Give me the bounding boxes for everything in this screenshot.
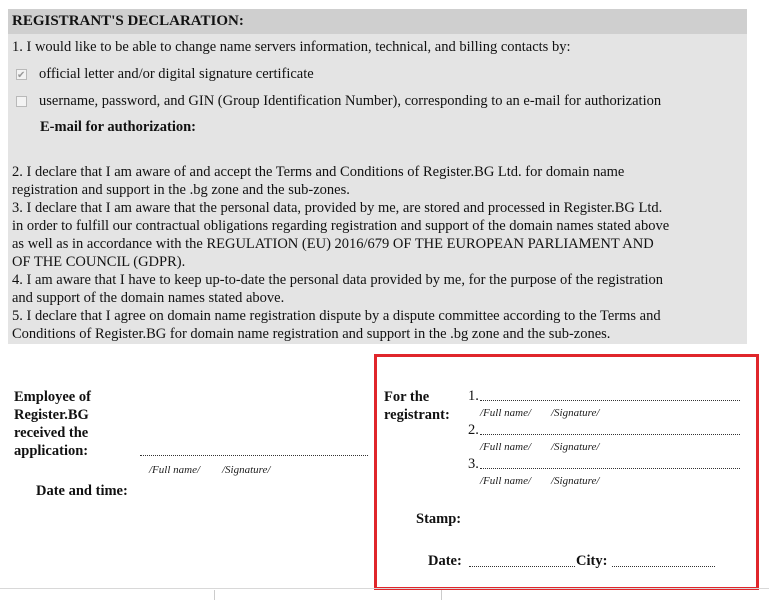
option-username-password[interactable] [16,92,661,110]
stamp-label: Stamp: [416,511,462,527]
signer-2-full-name-caption: /Full name/ [480,441,532,453]
employee-label-line-1: Employee of [14,389,91,405]
signer-3-line [480,468,740,469]
signer-1-full-name-caption: /Full name/ [480,407,532,419]
registrant-declaration-panel [8,9,747,344]
employee-label-line-2: Register.BG [14,407,89,423]
declaration-item-3-line-3: as well as in accordance with the REGULATION (EU) 2016/679 OF THE EUROPEAN PARLIAMENT AND [12,236,654,252]
declaration-item-5-line-1: 5. I declare that I agree on domain name registration dispute by a dispute committee according to the Terms and [12,308,661,324]
signer-3-number: 3. [468,456,479,472]
employee-full-name-caption: /Full name/ [149,464,201,476]
bottom-column-separator-1 [214,590,215,600]
employee-date-time-label: Date and time: [36,483,128,499]
declaration-item-1: 1. I would like to be able to change name servers information, technical, and billing contacts by: [12,39,571,55]
signer-1-signature-caption: /Signature/ [551,407,600,419]
email-authorization-label: E-mail for authorization: [40,119,196,135]
employee-label-line-3: received the [14,425,89,441]
option-official-letter[interactable] [16,65,314,83]
signer-3-signature-caption: /Signature/ [551,475,600,487]
signer-2-number: 2. [468,422,479,438]
official-letter-checkbox[interactable] [16,69,27,80]
registrant-label-line-1: For the [384,389,430,405]
employee-label-line-4: application: [14,443,89,459]
option-official-letter-label: official letter and/or digital signature certificate [39,66,314,82]
declaration-item-3-line-2: in order to fulfill our contractual obligations regarding registration and support of the domain names stated above [12,218,670,234]
employee-signature-caption: /Signature/ [222,464,271,476]
declaration-item-3-line-4: OF THE COUNCIL (GDPR). [12,254,186,270]
option-username-password-label: username, password, and GIN (Group Identification Number), corresponding to an e-mail for authorization [39,93,662,109]
city-line [612,566,715,567]
username-password-checkbox[interactable] [16,96,27,107]
date-line [469,566,575,567]
date-label: Date: [428,553,462,569]
registrant-label-line-2: registrant: [384,407,450,423]
city-label: City: [576,553,608,569]
declaration-item-4-line-1: 4. I am aware that I have to keep up-to-date the personal data provided by me, for the purpose of the registration [12,272,664,288]
signer-1-number: 1. [468,388,479,404]
employee-signature-line [140,455,368,456]
declaration-item-2-line-2: registration and support in the .bg zone and the sub-zones. [12,182,350,198]
declaration-item-4-line-2: and support of the domain names stated above. [12,290,285,306]
signer-1-line [480,400,740,401]
signer-2-line [480,434,740,435]
signer-3-full-name-caption: /Full name/ [480,475,532,487]
bottom-column-separator-2 [441,590,442,600]
declaration-item-3-line-1: 3. I declare that I am aware that the personal data, provided by me, are stored and processed in Register.BG Ltd. [12,200,663,216]
declaration-item-5-line-2: Conditions of Register.BG for domain name registration and support in the .bg zone and the sub-zones. [12,326,611,342]
declaration-title: REGISTRANT'S DECLARATION: [8,9,747,34]
bottom-divider [0,588,769,589]
declaration-item-2-line-1: 2. I declare that I am aware of and accept the Terms and Conditions of Register.BG Ltd. for domain name [12,164,625,180]
signer-2-signature-caption: /Signature/ [551,441,600,453]
